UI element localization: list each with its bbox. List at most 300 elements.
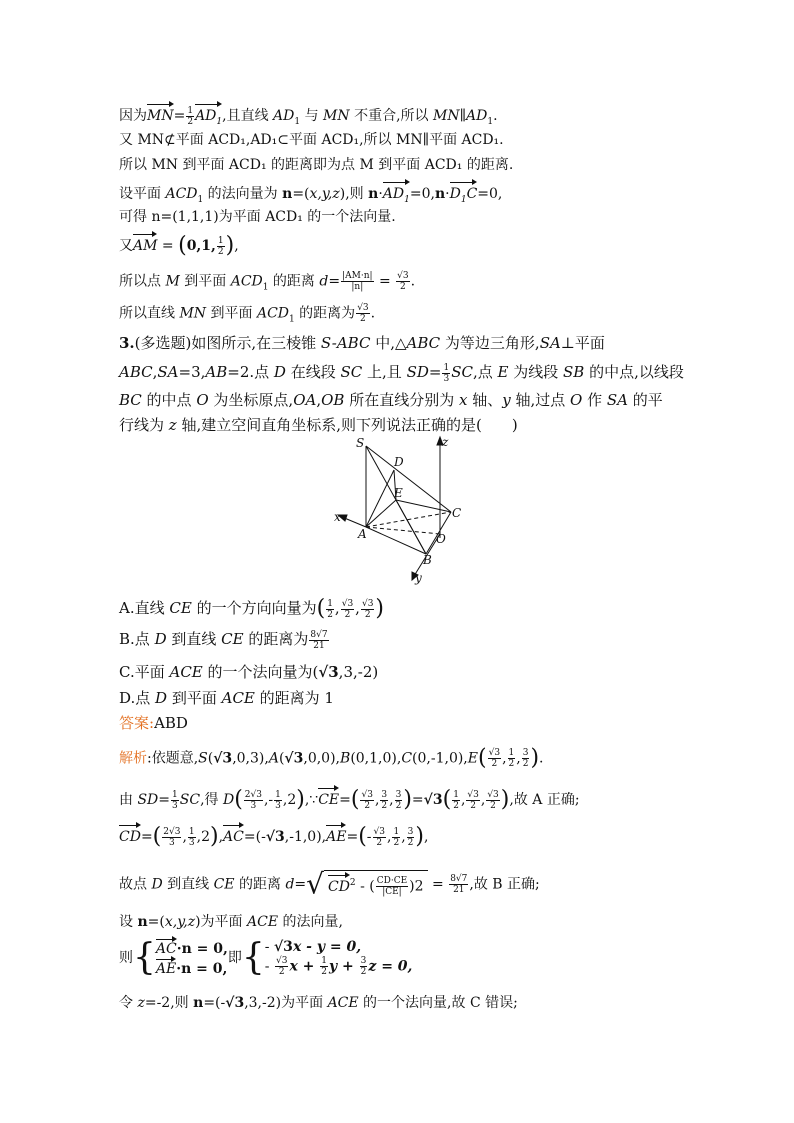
text: =0,: [477, 186, 503, 202]
text: ,: [480, 792, 486, 808]
text: )为平面: [195, 914, 247, 930]
label-A: A: [358, 527, 367, 541]
text: AD: [273, 108, 295, 124]
denominator: 2: [393, 837, 400, 848]
fraction-1-3: [442, 363, 450, 384]
denominator: 2: [395, 800, 402, 811]
text: ,: [334, 599, 340, 617]
denominator: 2: [278, 967, 285, 977]
fraction-sqrt3-2: [356, 303, 369, 324]
denominator: 21: [313, 640, 325, 651]
fraction: [361, 599, 374, 620]
label-z: z: [442, 435, 449, 449]
text: =-2,则: [144, 995, 194, 1011]
text: D: [222, 792, 235, 808]
text: ,3,-2)为平面: [244, 995, 328, 1011]
fraction: [162, 827, 181, 848]
text: 上,且: [362, 363, 407, 381]
text: MN: [179, 305, 207, 322]
label-x: x: [334, 510, 341, 524]
text: ACD: [256, 305, 289, 322]
numerator: 1: [443, 362, 450, 373]
numerator: √3: [487, 789, 499, 800]
solution-line-4: [119, 181, 502, 210]
text: E: [497, 363, 509, 381]
fraction-1-2: [186, 106, 194, 127]
denominator: 2: [321, 967, 328, 977]
text: =: [173, 108, 186, 124]
fraction: [274, 790, 282, 811]
option-C: [119, 662, 378, 682]
fraction: [449, 874, 468, 895]
fraction: [244, 790, 263, 811]
numerator: √3: [341, 598, 354, 609]
right-paren: ): [375, 596, 385, 621]
text: 的距离为 1: [254, 689, 334, 707]
text: A: [268, 750, 279, 767]
text: ,且直线: [222, 108, 274, 124]
text: 设平面: [119, 186, 166, 202]
fraction: [466, 790, 479, 811]
fraction: [380, 790, 388, 811]
text: (0,-1,0),: [412, 750, 468, 767]
denominator: 2: [364, 609, 371, 620]
numerator: 8√7: [310, 629, 328, 640]
label-D: D: [394, 455, 404, 469]
text: CE: [213, 876, 235, 893]
analysis-line-2: [119, 787, 580, 811]
text: 轴,建立空间直角坐标系,则下列说法正确的是( ): [176, 416, 518, 434]
text: 中,△: [370, 334, 407, 352]
fraction: [320, 956, 328, 977]
text: ,2: [196, 829, 210, 845]
system-1: [156, 938, 228, 978]
text: S: [198, 750, 208, 767]
solution-line-2: 又 MN⊄平面 ACD₁,AD₁⊂平面 ACD₁,所以 MN∥平面 ACD₁.: [119, 132, 504, 148]
right-paren: ): [415, 824, 424, 849]
text: ACE: [327, 995, 359, 1011]
solution-line-8: [119, 303, 375, 329]
text: √3: [213, 750, 233, 767]
text: 到直线: [162, 876, 214, 893]
text: CE: [221, 630, 244, 648]
subscript: 1: [404, 194, 410, 205]
text: 所以点: [119, 273, 166, 290]
edge-AC-hidden: [366, 512, 451, 527]
text: (0,1,0),: [350, 750, 402, 767]
text: D: [154, 630, 167, 648]
text: √3: [225, 995, 245, 1011]
numerator: 2√3: [244, 789, 262, 800]
text: 在线段: [285, 363, 341, 381]
text: ACD: [230, 273, 263, 290]
subscript: 1: [289, 314, 295, 325]
text: ): [409, 878, 415, 895]
question-number: 3.: [119, 334, 135, 352]
text: ,: [355, 599, 360, 617]
denominator: 3: [250, 800, 257, 811]
analysis-line-5: [119, 912, 343, 932]
answer-value: ABD: [154, 714, 188, 732]
edge-AB: [366, 527, 426, 554]
text: SD: [137, 792, 159, 808]
vector-label: AD: [382, 186, 405, 202]
numerator: 8√7: [450, 874, 468, 885]
text: ACE: [169, 663, 203, 681]
text: ACD: [165, 186, 198, 202]
text: B: [340, 750, 351, 767]
text: (多选题)如图所示,在三棱锥: [134, 334, 321, 352]
text: SC: [451, 363, 473, 381]
fraction: [452, 790, 460, 811]
text: ABC: [406, 334, 441, 352]
numerator: 3: [381, 789, 388, 800]
text: B.点: [119, 630, 155, 648]
fraction: [171, 790, 179, 811]
text: 又: [119, 238, 133, 254]
option-D: [119, 688, 334, 708]
text: ,: [387, 829, 392, 845]
text: ,: [389, 792, 394, 808]
text: 的距离为: [294, 305, 356, 322]
text: n: [434, 186, 446, 202]
text: ,点: [472, 363, 498, 381]
text: ,: [516, 750, 521, 767]
vector-AD1: [383, 181, 410, 210]
text: 的距离为: [243, 630, 309, 648]
text: ,: [502, 750, 507, 767]
numerator: √3: [397, 271, 409, 281]
left-brace: {: [133, 937, 156, 978]
text: OA: [293, 391, 317, 409]
solution-line-5: 可得 n=(1,1,1)为平面 ACD₁ 的一个法向量.: [119, 209, 396, 225]
solution-line-1: [119, 103, 498, 132]
text: n: [193, 995, 204, 1011]
numerator: CD·CE: [376, 876, 408, 887]
text: =2.点: [227, 363, 274, 381]
denominator: 3: [168, 837, 175, 848]
numerator: √3: [373, 826, 385, 837]
text: =: [374, 273, 396, 290]
text: z = 0,: [368, 958, 413, 975]
numerator: √3: [275, 956, 288, 966]
text: 的一个法向量为(: [202, 663, 319, 681]
text: =3,: [178, 363, 206, 381]
text: ,: [374, 792, 380, 808]
right-paren: ): [210, 824, 219, 849]
text: =(-: [203, 995, 226, 1011]
text: 轴,过点: [510, 391, 571, 409]
text: y +: [329, 958, 359, 975]
denominator: 2: [400, 282, 406, 292]
text: 的距离: [234, 876, 286, 893]
label-S: S: [356, 436, 365, 450]
text: 与: [300, 108, 324, 124]
fraction: [217, 236, 225, 257]
denominator: 2: [491, 759, 498, 769]
text: 轴、: [467, 391, 503, 409]
right-paren: ): [296, 787, 305, 812]
text: 为等边三角形,: [440, 334, 540, 352]
vector-AE: AE: [326, 824, 346, 847]
denominator: 21: [453, 885, 465, 896]
text: D: [273, 363, 286, 381]
right-paren: ): [500, 787, 510, 812]
text: 的平: [628, 391, 663, 409]
text: SD: [406, 363, 429, 381]
text: =(: [147, 914, 165, 930]
numerator: 1: [327, 598, 333, 609]
text: =: [346, 829, 359, 845]
text: ABC: [119, 363, 153, 381]
fraction: [392, 827, 400, 848]
text: ,-1,0),: [284, 829, 327, 845]
text: 故点: [119, 876, 152, 893]
answer-line: [119, 713, 188, 733]
fraction: [360, 956, 368, 977]
text: E: [467, 750, 478, 767]
denominator: 3: [172, 800, 178, 811]
denominator: |CE|: [382, 887, 402, 898]
text: 0,1,: [186, 238, 216, 254]
text: d: [285, 876, 295, 893]
fraction: [488, 748, 501, 769]
vector-CD: CD: [119, 824, 141, 847]
left-paren: (: [442, 787, 452, 812]
right-paren: ): [530, 745, 540, 771]
text: x,y,z: [164, 914, 196, 930]
numerator: 2√3: [163, 826, 181, 837]
text: SA: [539, 334, 561, 352]
text: C.平面: [119, 663, 170, 681]
numerator: 1: [172, 789, 178, 800]
solution-line-7: [119, 271, 415, 297]
option-A: [119, 598, 384, 620]
vector-CD: CD: [328, 874, 350, 897]
text: 到平面: [206, 305, 257, 322]
answer-label: 答案: [119, 714, 150, 732]
text: D.点: [119, 689, 156, 707]
text: =(-: [243, 829, 266, 845]
vector-AE: AE: [156, 958, 176, 978]
text: .: [370, 305, 376, 322]
text: 到直线: [166, 630, 222, 648]
text: 到平面: [179, 273, 231, 290]
numerator: √3: [467, 789, 479, 800]
denominator: 2: [364, 800, 371, 811]
text: O: [196, 391, 209, 409]
text: ACE: [247, 914, 279, 930]
text: ,故 A 正确;: [509, 792, 580, 808]
subscript: 1: [294, 116, 301, 127]
vector-AD1: [195, 103, 222, 132]
text: n: [137, 914, 148, 930]
text: =: [339, 792, 351, 808]
text: ⊥平面: [560, 334, 605, 352]
vector-label: C: [466, 186, 478, 202]
vector-AM: AM: [133, 233, 157, 256]
numerator: 3: [407, 826, 414, 837]
text: x,y,z: [309, 186, 340, 202]
text: - (: [355, 878, 375, 895]
left-paren: (: [178, 233, 187, 258]
left-paren: (: [478, 745, 487, 771]
text: 因为: [119, 108, 147, 124]
fraction: [395, 790, 403, 811]
denominator: 2: [453, 800, 459, 811]
superscript: 2: [349, 878, 356, 888]
numerator: |AM·n|: [342, 271, 373, 281]
text: √3: [273, 939, 293, 955]
text: M: [165, 273, 180, 290]
question-line-1: [119, 333, 605, 353]
text: 到平面: [167, 689, 222, 707]
text: 所以直线: [119, 305, 180, 322]
text: 的法向量,: [278, 914, 343, 930]
fraction: [407, 827, 415, 848]
text: 令: [119, 995, 138, 1011]
numerator: 1: [321, 956, 328, 966]
text: ,: [152, 363, 158, 381]
question-line-3: [119, 390, 663, 410]
text: ,: [234, 238, 239, 254]
fraction: [376, 876, 408, 897]
text: √3: [284, 750, 304, 767]
text: 的距离: [268, 273, 320, 290]
text: BC: [119, 391, 142, 409]
subscript: 1: [197, 194, 204, 205]
text: 即: [227, 950, 242, 966]
numerator: √3: [488, 748, 501, 758]
label-E: E: [394, 486, 403, 500]
text: O: [570, 391, 583, 409]
text: 2: [414, 878, 424, 895]
segment-AD: [366, 470, 394, 527]
text: ,3,-2): [338, 663, 379, 681]
analysis-line-1: [119, 745, 544, 771]
numerator: 1: [275, 789, 281, 800]
label-B: B: [423, 553, 432, 567]
text: D: [151, 876, 163, 893]
denominator: |n|: [351, 282, 364, 292]
numerator: 1: [393, 826, 400, 837]
text: ,得: [200, 792, 223, 808]
text: =: [157, 238, 179, 254]
numerator: 3: [395, 789, 402, 800]
fraction: [341, 599, 354, 620]
text: z: [137, 995, 145, 1011]
left-paren: (: [316, 596, 326, 621]
text: OB: [321, 391, 345, 409]
text: d: [319, 273, 329, 290]
denominator: 3: [188, 837, 195, 848]
text: n: [368, 186, 379, 202]
fraction: [360, 790, 373, 811]
denominator: 2: [381, 800, 388, 811]
numerator: √3: [357, 303, 369, 313]
segment-AO-hidden: [366, 527, 440, 534]
text: ,: [182, 829, 187, 845]
text: ,-: [263, 792, 274, 808]
vector-AC: AC: [156, 938, 177, 958]
text: C: [401, 750, 413, 767]
text: 由: [119, 792, 138, 808]
numerator: 1: [453, 789, 459, 800]
text: =: [158, 792, 171, 808]
sqrt-expression: √ $CD^2$ - ( $\frac{CD\cdot CE}{|CE|}$ )2: [306, 870, 427, 899]
fraction: [373, 827, 386, 848]
text: ·: [378, 186, 383, 202]
fraction: [326, 599, 334, 620]
option-B: [119, 629, 330, 651]
text: =: [328, 273, 341, 290]
text: √3: [265, 829, 285, 845]
text: MN: [323, 108, 350, 124]
text: S-ABC: [320, 334, 371, 352]
vector-label: AD: [195, 108, 217, 124]
fraction: [275, 956, 288, 977]
question-line-2: [119, 362, 684, 384]
fraction: [486, 790, 499, 811]
text: 的中点,以线段: [584, 363, 684, 381]
analysis-line-6: [119, 938, 412, 988]
vector-AC: AC: [223, 824, 244, 847]
vector-label: D: [449, 186, 461, 202]
analysis-line-3: [119, 824, 428, 848]
numerator: √3: [361, 789, 373, 800]
subscript: 1: [216, 116, 223, 127]
label-O: O: [436, 532, 446, 546]
text: x - y = 0,: [292, 939, 362, 955]
fraction-sqrt3-2: [396, 271, 409, 292]
text: ,: [423, 829, 429, 845]
left-paren: (: [152, 824, 162, 849]
text: =: [427, 876, 449, 893]
text: -: [366, 829, 372, 845]
label-y: y: [415, 571, 422, 585]
system-2: [265, 939, 413, 977]
tetrahedron-figure: [328, 432, 478, 592]
denominator: 2: [376, 837, 383, 848]
denominator: 2: [187, 116, 194, 127]
text: .: [410, 273, 416, 290]
numerator: 1: [187, 105, 194, 116]
denominator: 2: [407, 837, 414, 848]
denominator: 2: [217, 246, 224, 257]
segment-EB: [396, 500, 426, 554]
text: A.直线: [119, 599, 170, 617]
text: ACE: [221, 689, 255, 707]
text: z: [168, 416, 177, 434]
text: n: [282, 186, 293, 202]
denominator: 2: [508, 759, 515, 769]
right-paren: ): [403, 787, 412, 812]
vector-MN: MN: [147, 103, 174, 126]
numerator: 3: [522, 748, 529, 758]
text: ,∵: [304, 792, 319, 808]
text: =: [140, 829, 153, 845]
text: 为线段: [508, 363, 564, 381]
right-paren: ): [225, 233, 235, 258]
text: ,: [460, 792, 466, 808]
text: .: [493, 108, 498, 124]
vector-CE: CE: [318, 787, 339, 810]
denominator: 2: [522, 759, 529, 769]
text: 为坐标原点,: [208, 391, 294, 409]
numerator: 1: [508, 748, 515, 758]
text: 的一个方向向量为: [191, 599, 317, 617]
answer-colon: :: [149, 714, 155, 732]
